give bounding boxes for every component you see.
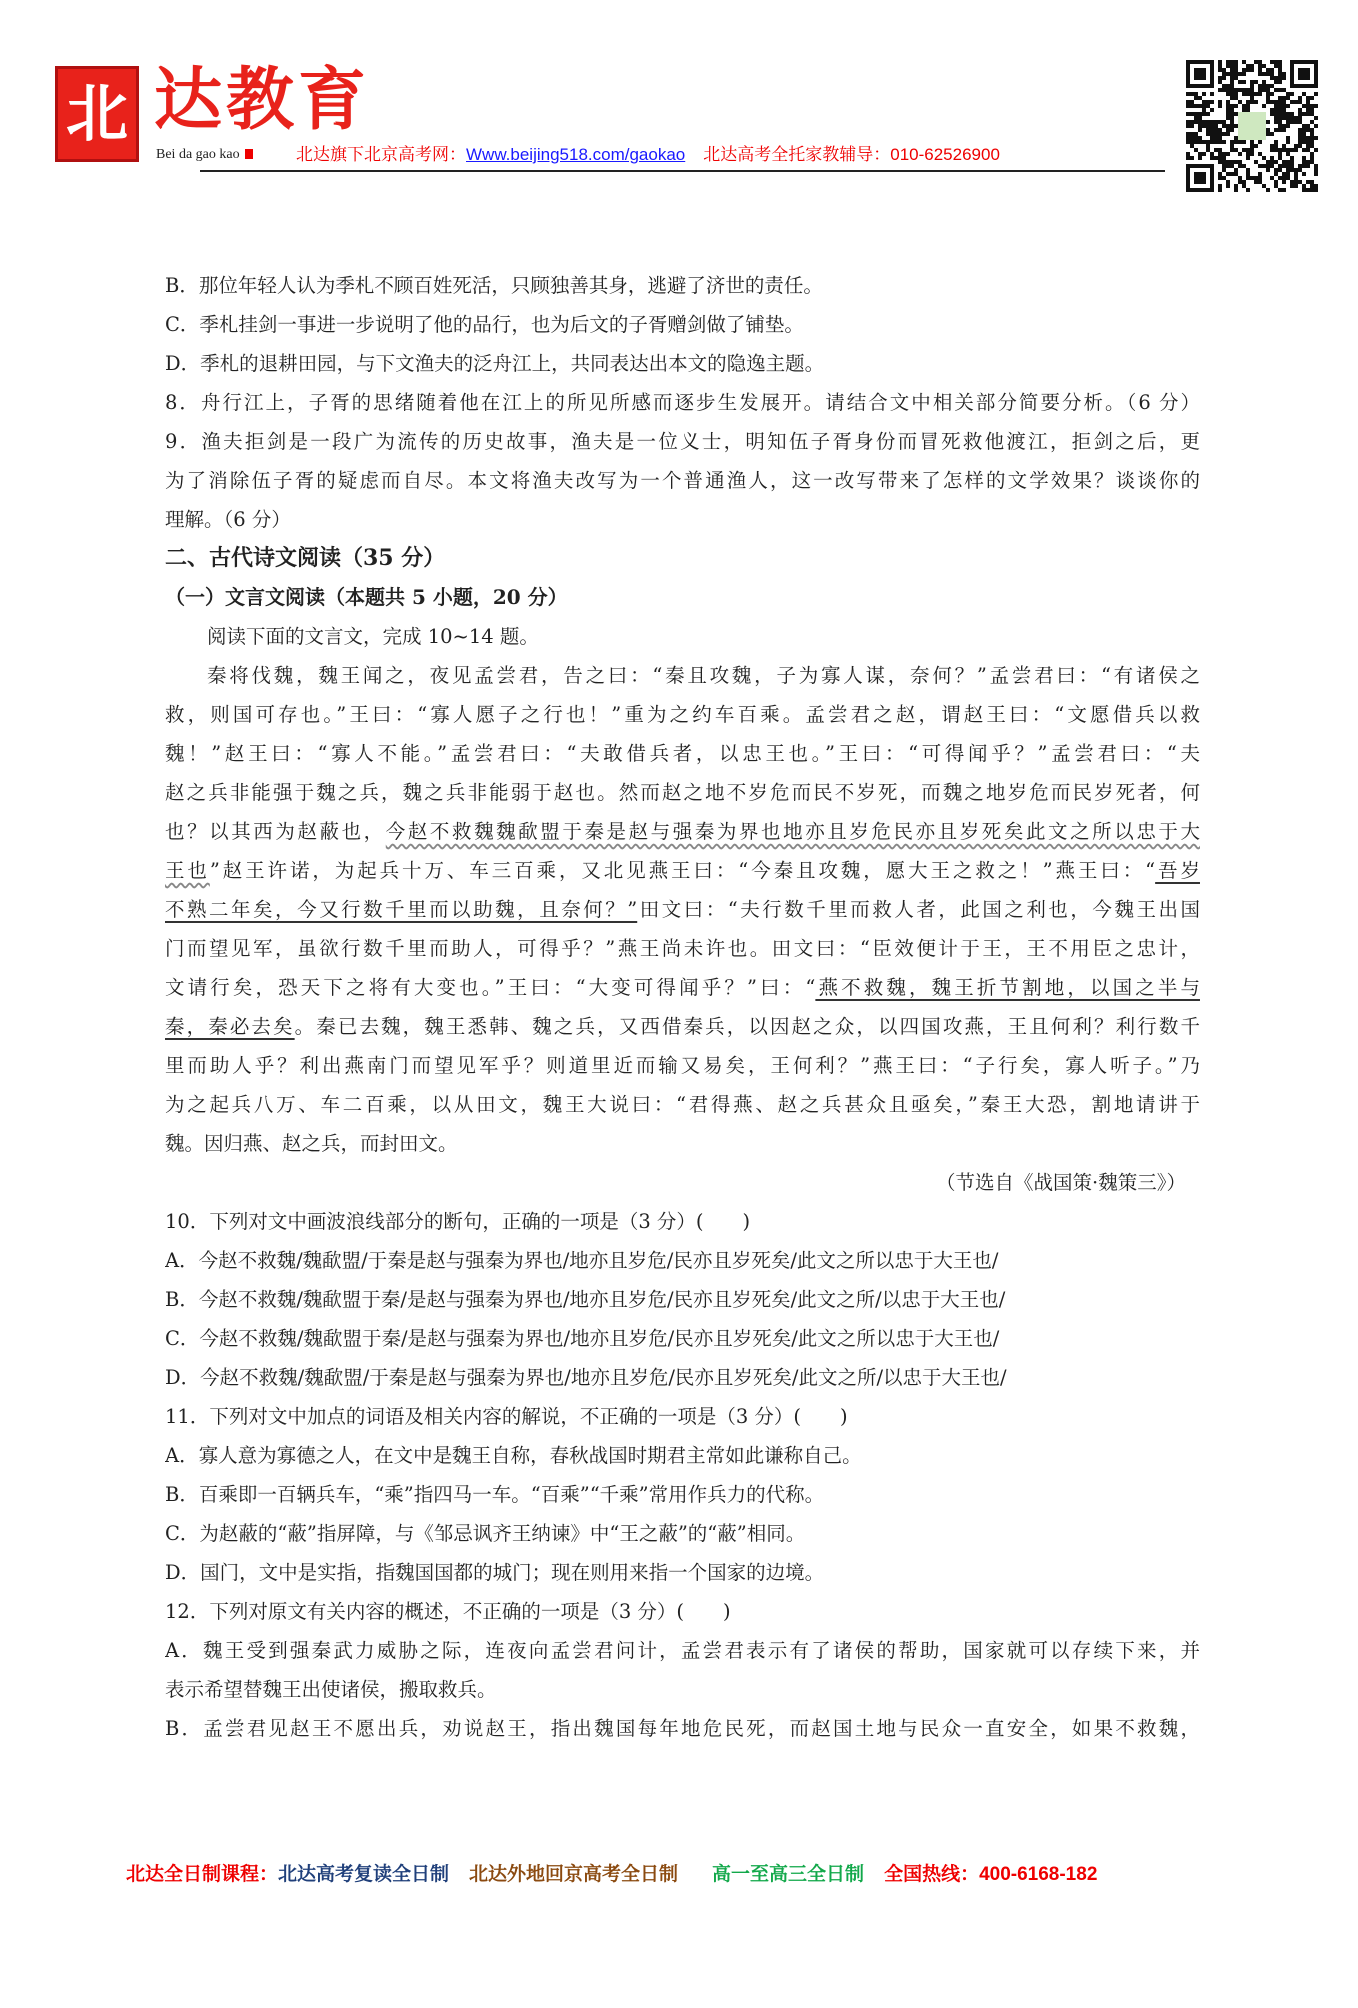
- text-segment: C．今赵不救魏/魏歃盟于秦/是赵与强秦为界也/地亦且岁危/民亦且岁死矣/此文之所以忠于大王也/: [165, 1327, 1000, 1350]
- text-segment: 魏。因归燕、赵之兵，而封田文。: [165, 1132, 458, 1155]
- logo-text: 达教育: [154, 60, 371, 140]
- text-line: [165, 1631, 1200, 1670]
- text-line: [165, 1514, 1200, 1553]
- text-line: [165, 1007, 1200, 1046]
- document-body: [165, 266, 1200, 1748]
- footer-course-return: 北达外地回京高考全日制: [469, 1864, 679, 1885]
- text-segment: 赵之兵非能强于魏之兵，魏之兵非能弱于赵也。然而赵之地不岁危而民不岁死，而魏之地岁危而民岁死者，何: [165, 781, 1200, 804]
- tutor-hotline: 北达高考全托家教辅导：010-62526900: [703, 145, 1000, 164]
- text-segment: D．今赵不救魏/魏歃盟/于秦是赵与强秦为界也/地亦且岁危/民亦且岁死矣/此文之所/以忠于大王也/: [165, 1366, 1007, 1389]
- text-line: [165, 617, 1200, 656]
- text-line: [165, 812, 1200, 851]
- text-segment: 门而望见军，虽欲行数千里而助人，可得乎？”燕王尚未许也。田文曰：“臣效便计于王，王不用臣之忠计，: [165, 937, 1200, 960]
- text-segment: （一）文言文阅读（本题共 5 小题，20 分）: [165, 585, 568, 609]
- text-segment: B．那位年轻人认为季札不顾百姓死活，只顾独善其身，逃避了济世的责任。: [165, 274, 823, 297]
- text-line: [165, 1475, 1200, 1514]
- text-segment: 救，则国可存也。”王曰：“寡人愿子之行也！”重为之约车百乘。孟尝君之赵，谓赵王曰：“文愿借兵以救: [165, 703, 1200, 726]
- text-line: [165, 1592, 1200, 1631]
- text-segment: ”赵王许诺，为起兵十万、车三百乘，又北见燕王曰：“今秦且攻魏，愿大王之救之！”燕王曰：“: [209, 859, 1156, 882]
- footer-course-highschool: 高一至高三全日制: [712, 1864, 865, 1885]
- text-segment: 也？以其西为赵蔽也，: [165, 820, 386, 843]
- text-segment: B．百乘即一百辆兵车，“乘”指四马一车。“百乘”“千乘”常用作兵力的代称。: [165, 1483, 825, 1506]
- text-segment: B．今赵不救魏/魏歃盟于秦/是赵与强秦为界也/地亦且岁危/民亦且岁死矣/此文之所/以忠于大王也/: [165, 1288, 1006, 1311]
- text-segment: 8．舟行江上，子胥的思绪随着他在江上的所见所感而逐步生发展开。请结合文中相关部分简要分析。（6 分）: [165, 391, 1200, 414]
- text-line: [165, 1319, 1200, 1358]
- text-line: [165, 1124, 1200, 1163]
- text-line: [165, 1202, 1200, 1241]
- text-segment: （节选自《战国策·魏策三》）: [936, 1171, 1186, 1194]
- text-segment: 秦将伐魏，魏王闻之，夜见孟尝君，告之曰：“秦且攻魏，子为寡人谋，奈何？”孟尝君曰：“有诸侯之: [207, 664, 1200, 687]
- text-segment: B．孟尝君见赵王不愿出兵，劝说赵王，指出魏国每年地危民死，而赵国土地与民众一直安全，如果不救魏，: [165, 1717, 1200, 1740]
- text-segment: 12．下列对原文有关内容的概述，不正确的一项是（3 分）( ): [165, 1600, 731, 1623]
- text-line: [165, 1553, 1200, 1592]
- text-segment: 9．渔夫拒剑是一段广为流传的历史故事，渔夫是一位义士，明知伍子胥身份而冒死救他渡江，拒剑之后，更: [165, 430, 1200, 453]
- text-line: [165, 1670, 1200, 1709]
- text-segment: 魏！”赵王曰：“寡人不能。”孟尝君曰：“夫敢借兵者，以忠王也。”王曰：“可得闻乎？”孟尝君曰：“夫: [165, 742, 1200, 765]
- logo-pinyin-text: Bei da gao kao: [156, 147, 240, 162]
- text-segment: 表示希望替魏王出使诸侯，搬取救兵。: [165, 1678, 497, 1701]
- text-line: [165, 695, 1200, 734]
- site-label: 北达旗下北京高考网：: [296, 145, 466, 164]
- text-line: [165, 929, 1200, 968]
- text-line: [165, 344, 1200, 383]
- text-line: [165, 773, 1200, 812]
- underlined-text: 吾岁: [1155, 859, 1200, 882]
- footer-course-repeat: 北达高考复读全日制: [278, 1864, 450, 1885]
- text-line: [165, 500, 1200, 539]
- text-segment: A．魏王受到强秦武力威胁之际，连夜向孟尝君问计，孟尝君表示有了诸侯的帮助，国家就可以存续下来，并: [165, 1639, 1200, 1662]
- text-segment: 。秦已去魏，魏王悉韩、魏之兵，又西借秦兵，以因赵之众，以四国攻燕，王且何利？利行数千: [294, 1015, 1200, 1038]
- text-segment: 田文曰：“夫行数千里而救人者，此国之利也，今魏王出国: [637, 898, 1200, 921]
- text-segment: 11．下列对文中加点的词语及相关内容的解说，不正确的一项是（3 分）( ): [165, 1405, 848, 1428]
- square-bullet-icon: [245, 149, 253, 159]
- text-segment: 为之起兵八万、车二百乘，以从田文，魏王大说曰：“君得燕、赵之兵甚众且亟矣，”秦王大恐，割地请讲于: [165, 1093, 1200, 1116]
- text-segment: C．为赵蔽的“蔽”指屏障，与《邹忌讽齐王纳谏》中“王之蔽”的“蔽”相同。: [165, 1522, 806, 1545]
- logo-mark: [55, 66, 139, 162]
- underlined-text: 不熟二年矣，今又行数千里而以助魏，且奈何？”: [165, 898, 638, 921]
- underlined-text: 燕不救魏，魏王折节割地，以国之半与: [815, 976, 1200, 999]
- text-line: [165, 1241, 1200, 1280]
- text-line: [165, 734, 1200, 773]
- text-segment: D．国门，文中是实指，指魏国国都的城门；现在则用来指一个国家的边境。: [165, 1561, 825, 1584]
- text-segment: 阅读下面的文言文，完成 10~14 题。: [207, 625, 539, 648]
- qr-code-icon: [1186, 60, 1318, 192]
- text-segment: 二、古代诗文阅读（35 分）: [165, 545, 446, 571]
- text-line: [165, 539, 1200, 578]
- text-segment: A．寡人意为寡德之人，在文中是魏王自称，春秋战国时期君主常如此谦称自己。: [165, 1444, 862, 1467]
- footer-hotline: 全国热线：400-6168-182: [884, 1864, 1098, 1885]
- text-line: [165, 890, 1200, 929]
- text-line: [165, 578, 1200, 617]
- text-line: [165, 305, 1200, 344]
- header-divider: [200, 170, 1165, 172]
- text-line: [165, 1397, 1200, 1436]
- text-segment: 里而助人乎？利出燕南门而望见军乎？则道里近而输又易矣，王何利？”燕王曰：“子行矣，寡人听子。”乃: [165, 1054, 1200, 1077]
- underlined-text: 秦，秦必去矣: [165, 1015, 295, 1038]
- text-line: [165, 1280, 1200, 1319]
- text-line: [165, 1709, 1200, 1748]
- site-link[interactable]: Www.beijing518.com/gaokao: [466, 145, 686, 164]
- header-contact-line: [296, 144, 1000, 166]
- text-line: [165, 1085, 1200, 1124]
- text-segment: 10．下列对文中画波浪线部分的断句，正确的一项是（3 分）( ): [165, 1210, 751, 1233]
- wavy-underlined-text: 今赵不救魏魏歃盟于秦是赵与强秦为界也地亦且岁危民亦且岁死矣此文之所以忠于大: [385, 820, 1200, 843]
- text-line: [165, 1358, 1200, 1397]
- text-segment: 理解。（6 分）: [165, 508, 291, 531]
- footer-banner: [126, 1862, 1117, 1888]
- text-line: [165, 1046, 1200, 1085]
- text-line: [165, 851, 1200, 890]
- text-line: [165, 266, 1200, 305]
- text-line: [165, 461, 1200, 500]
- text-line: [165, 1436, 1200, 1475]
- text-line: [165, 968, 1200, 1007]
- logo-pinyin: [156, 146, 253, 164]
- text-line: [165, 1163, 1200, 1202]
- text-segment: 为了消除伍子胥的疑虑而自尽。本文将渔夫改写为一个普通渔人，这一改写带来了怎样的文学效果？谈谈你的: [165, 469, 1200, 492]
- text-segment: 文请行矣，恐天下之将有大变也。”王曰：“大变可得闻乎？”曰：“: [165, 976, 816, 999]
- text-segment: A．今赵不救魏/魏歃盟/于秦是赵与强秦为界也/地亦且岁危/民亦且岁死矣/此文之所以忠于大王也/: [165, 1249, 999, 1272]
- text-line: [165, 656, 1200, 695]
- footer-label: 北达全日制课程：: [126, 1864, 279, 1885]
- text-segment: D．季札的退耕田园，与下文渔夫的泛舟江上，共同表达出本文的隐逸主题。: [165, 352, 825, 375]
- wavy-underlined-text: 王也: [165, 859, 210, 882]
- logo-mark-text: 北: [65, 77, 128, 150]
- text-line: [165, 383, 1200, 422]
- text-segment: C．季札挂剑一事进一步说明了他的品行，也为后文的子胥赠剑做了铺垫。: [165, 313, 804, 336]
- text-line: [165, 422, 1200, 461]
